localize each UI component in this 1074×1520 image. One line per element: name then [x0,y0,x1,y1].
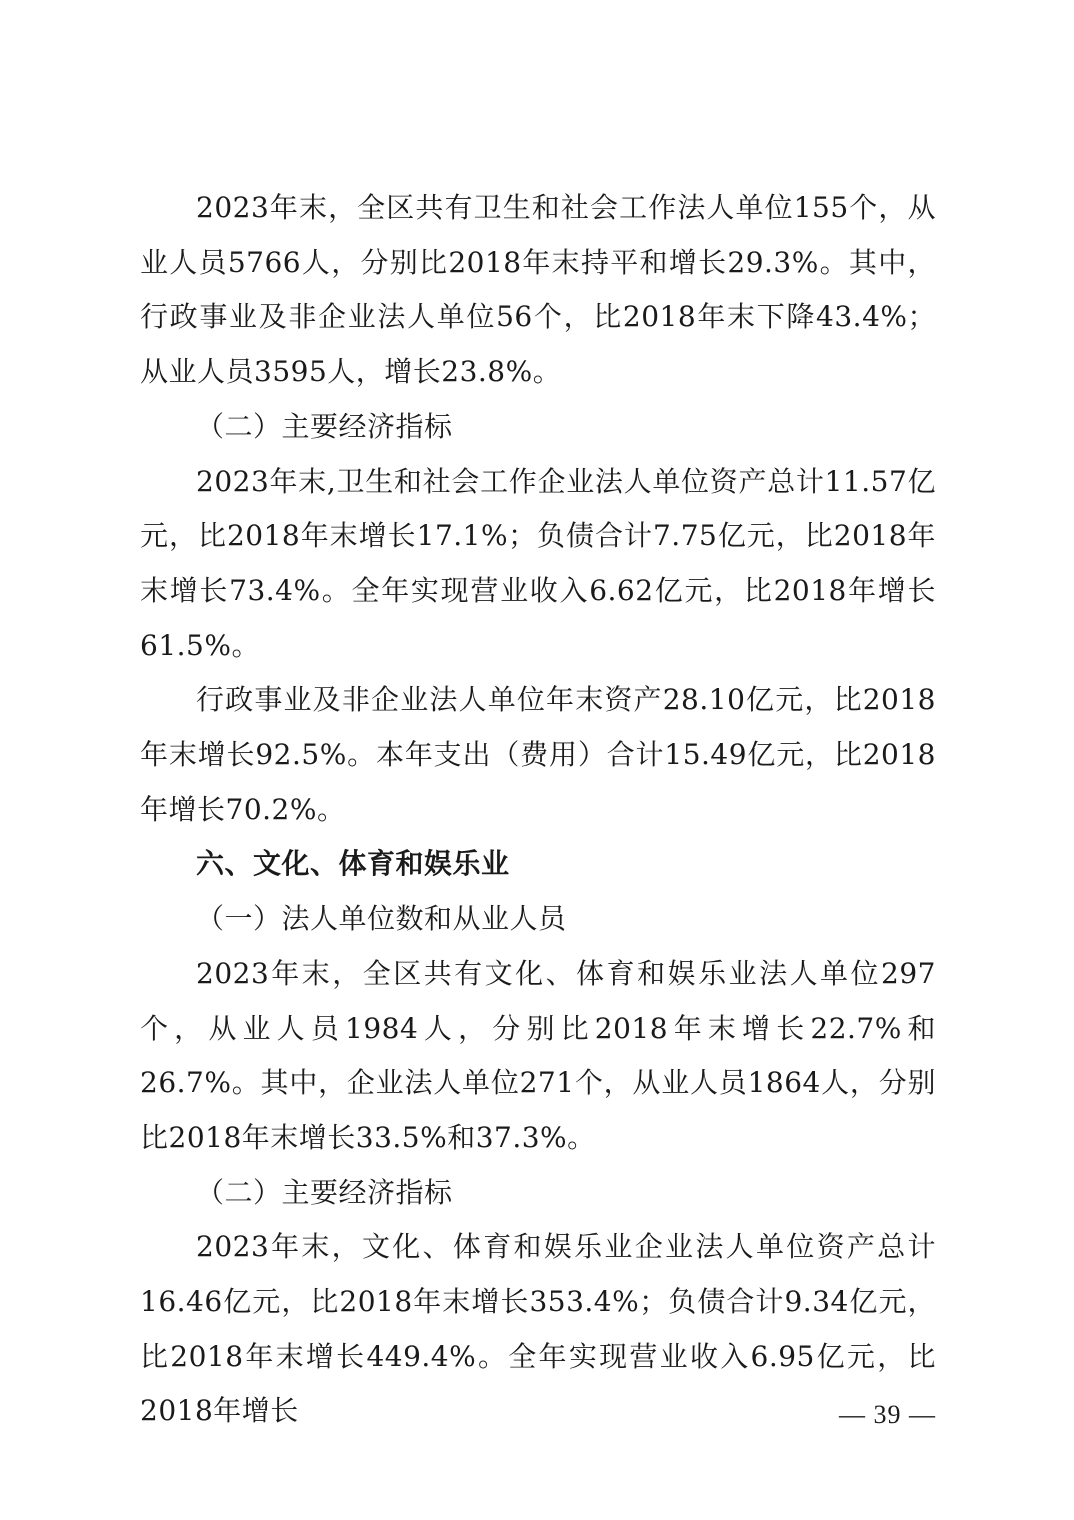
subheading-economic-indicators-culture: （二）主要经济指标 [196,1175,453,1209]
paragraph-culture-units: 2023年末，全区共有文化、体育和娱乐业法人单位297个，从业人员1984人，分别比2018年末增长22.7%和26.7%。其中，企业法人单位271个，从业人员1864人，分别比2018年末增长33.5%和37.3%。 [140,956,936,1154]
subheading-units-and-employees: （一）法人单位数和从业人员 [196,902,567,936]
subheading-economic-indicators-health: （二）主要经济指标 [196,409,453,443]
paragraph-health-units: 2023年末，全区共有卫生和社会工作法人单位155个，从业人员5766人，分别比2018年末持平和增长29.3%。其中，行政事业及非企业法人单位56个，比2018年末下降43.4%；从业人员3595人，增长23.8%。 [140,191,936,389]
page-number: — 39 — [839,1400,936,1429]
paragraph-health-nonenterprise-assets: 行政事业及非企业法人单位年末资产28.10亿元，比2018年末增长92.5%。本年支出（费用）合计15.49亿元，比2018年增长70.2%。 [140,683,936,826]
body-text [140,181,936,1439]
section-heading-culture-sports: 六、文化、体育和娱乐业 [196,847,510,881]
paragraph-culture-enterprise-assets: 2023年末，文化、体育和娱乐业企业法人单位资产总计16.46亿元，比2018年末增长353.4%；负债合计9.34亿元，比2018年末增长449.4%。全年实现营业收入6.95亿元，比2018年增长 [140,1230,936,1428]
paragraph-health-enterprise-assets: 2023年末,卫生和社会工作企业法人单位资产总计11.57亿元，比2018年末增长17.1%；负债合计7.75亿元，比2018年末增长73.4%。全年实现营业收入6.62亿元，比2018年增长61.5%。 [140,464,936,662]
